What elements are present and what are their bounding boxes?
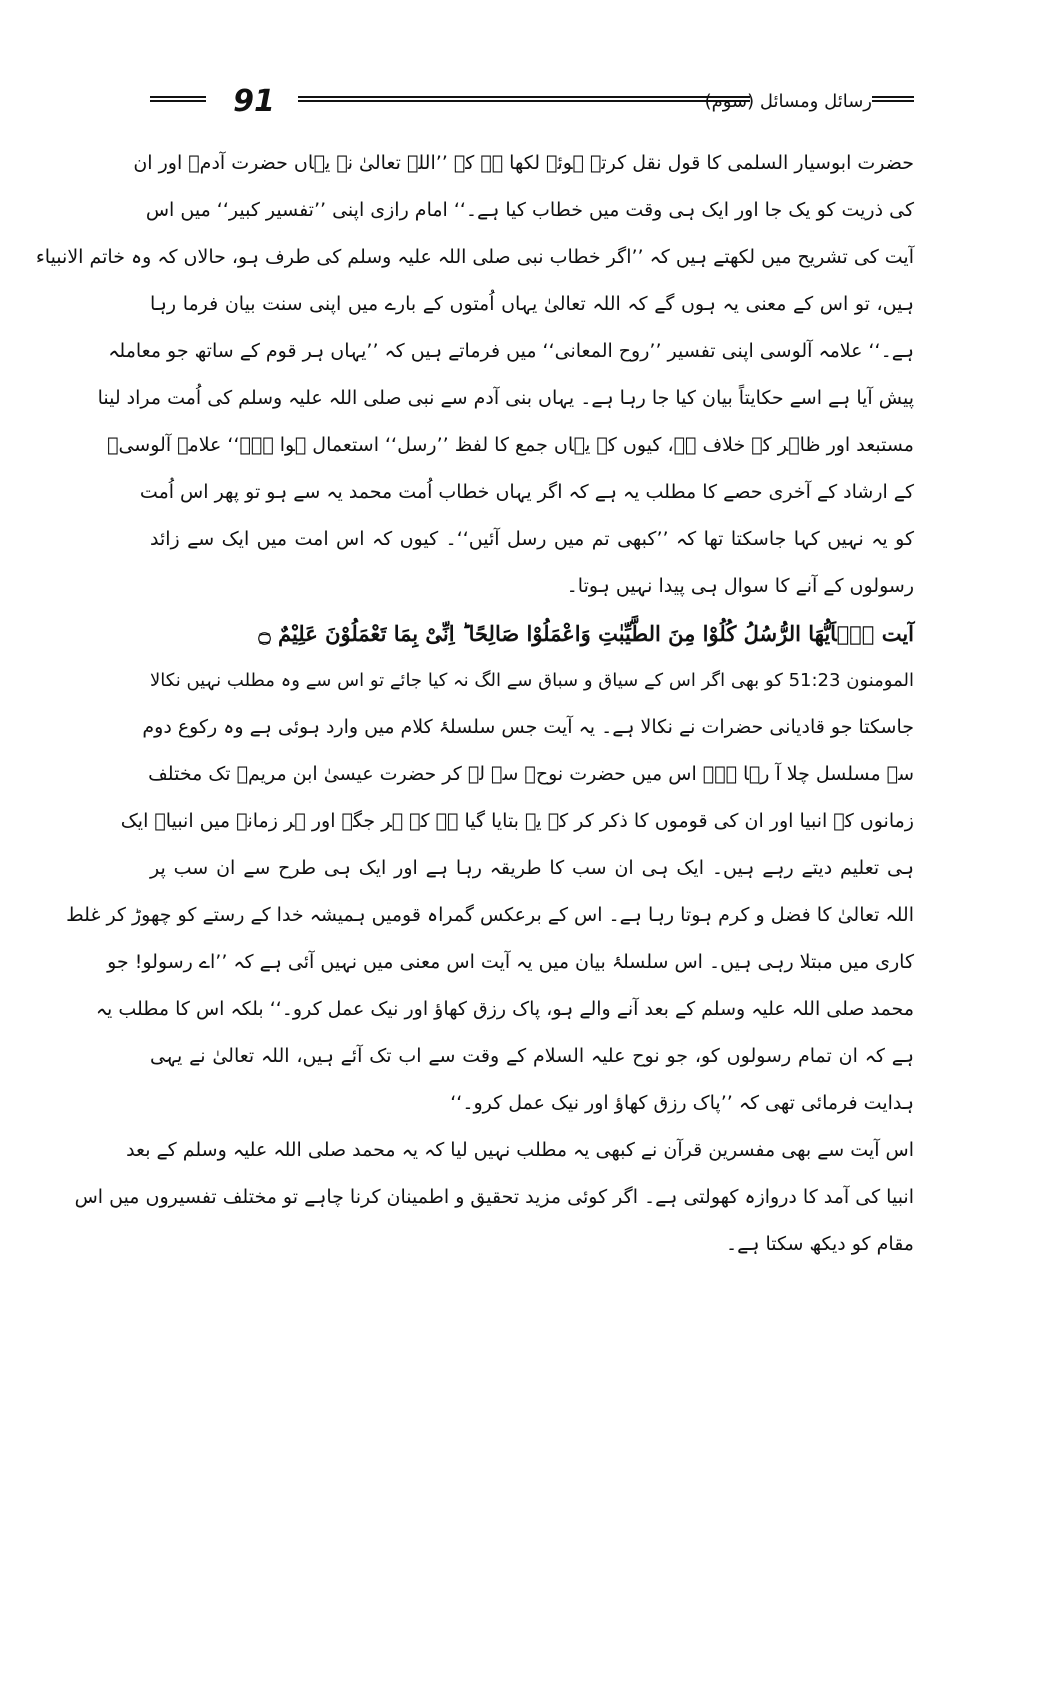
text-line: محمد صلی اللہ علیہ وسلم کے بعد آنے والے ہو، پاک رزق کھاؤ اور نیک عمل کرو۔‘‘ بلکہ اس کا مطلب یہ [95, 998, 914, 1020]
header-rule-left [150, 96, 206, 102]
header-rule-middle [298, 96, 750, 102]
text-line: اللہ تعالیٰ کا فضل و کرم ہوتا رہا ہے۔ اس کے برعکس گمراہ قومیں ہمیشہ خدا کے رستے کو چھوڑ کر غلط [66, 904, 914, 926]
text-line: آیت کی تشریح میں لکھتے ہیں کہ ’’اگر خطاب نبی صلی اللہ علیہ وسلم کی طرف ہو، حالاں کہ وہ خاتم الانبیاء [35, 246, 914, 268]
text-line: مستبعد اور ظاہر کے خلاف ہے، کیوں کہ یہاں جمع کا لفظ ’’رسل‘‘ استعمال ہوا ہے۔‘‘ علامہ آلوسیؒ [107, 434, 914, 456]
text-line: ہی تعلیم دیتے رہے ہیں۔ ایک ہی ان سب کا طریقہ رہا ہے اور ایک ہی طرح سے ان سب پر [150, 857, 914, 879]
quran-verse-line: آیت یٰۤاَیُّهَا الرُّسُلُ كُلُوْا مِنَ الطَّیِّبٰتِ وَاعْمَلُوْا صَالِحًا ؕ اِنِّیْ بِمَا تَعْمَلُوْنَ عَلِیْمٌ ۝ [258, 621, 914, 646]
text-line: انبیا کی آمد کا دروازہ کھولتی ہے۔ اگر کوئی مزید تحقیق و اطمینان کرنا چاہے تو مختلف تفسیروں میں اس [74, 1186, 914, 1208]
text-line: کی ذریت کو یک جا اور ایک ہی وقت میں خطاب کیا ہے۔‘‘ امام رازی اپنی ’’تفسیر کبیر‘‘ میں اس [145, 199, 914, 221]
running-title: رسائل ومسائل (سوم) [704, 91, 872, 112]
page-number: 91 [233, 84, 275, 119]
text-line: زمانوں کے انبیا اور ان کی قوموں کا ذکر کر کے یہ بتایا گیا ہے کہ ہر جگہ اور ہر زمانے میں انبیاؑ ایک [120, 810, 914, 832]
text-line: کاری میں مبتلا رہی ہیں۔ اس سلسلۂ بیان میں یہ آیت اس معنی میں نہیں آئی ہے کہ ’’اے رسولو! جو [107, 951, 914, 973]
text-line: اس آیت سے بھی مفسرین قرآن نے کبھی یہ مطلب نہیں لیا کہ یہ محمد صلی اللہ علیہ وسلم کے بعد [126, 1139, 914, 1161]
header-rule-right [872, 96, 914, 102]
text-line: مقام کو دیکھ سکتا ہے۔ [726, 1233, 914, 1255]
text-line: ہدایت فرمائی تھی کہ ’’پاک رزق کھاؤ اور نیک عمل کرو۔‘‘ [450, 1092, 914, 1114]
body-text [35, 140, 914, 1268]
page-header [150, 82, 914, 122]
verse-reference-line: المومنون 51:23 کو بھی اگر اس کے سیاق و سباق سے الگ نہ کیا جائے تو اس سے وہ مطلب نہیں نکالا [150, 670, 914, 691]
text-line: حضرت ابوسیار السلمی کا قول نقل کرتے ہوئے لکھا ہے کہ ’’اللہ تعالیٰ نے یہاں حضرت آدمؑ اور ان [133, 152, 914, 174]
text-line: پیش آیا ہے اسے حکایتاً بیان کیا جا رہا ہے۔ یہاں بنی آدم سے نبی صلی اللہ علیہ وسلم کی اُمت مراد لینا [97, 387, 914, 409]
text-line: جاسکتا جو قادیانی حضرات نے نکالا ہے۔ یہ آیت جس سلسلۂ کلام میں وارد ہوئی ہے وہ رکوع دوم [142, 716, 914, 738]
text-line: رسولوں کے آنے کا سوال ہی پیدا نہیں ہوتا۔ [566, 575, 914, 597]
text-line: کے ارشاد کے آخری حصے کا مطلب یہ ہے کہ اگر یہاں خطاب اُمت محمد یہ سے ہو تو پھر اس اُمت [139, 481, 914, 503]
text-line: ہے۔‘‘ علامہ آلوسی اپنی تفسیر ’’روح المعانی‘‘ میں فرماتے ہیں کہ ’’یہاں ہر قوم کے ساتھ جو معاملہ [108, 340, 914, 362]
text-line: ہیں، تو اس کے معنی یہ ہوں گے کہ اللہ تعالیٰ یہاں اُمتوں کے بارے میں اپنی سنت بیان فرما رہا [150, 293, 914, 315]
text-line: سے مسلسل چلا آ رہا ہے۔ اس میں حضرت نوحؑ سے لے کر حضرت عیسیٰ ابن مریمؑ تک مختلف [148, 763, 914, 785]
text-line: کو یہ نہیں کہا جاسکتا تھا کہ ’’کبھی تم میں رسل آئیں‘‘۔ کیوں کہ اس امت میں ایک سے زائد [150, 528, 914, 550]
text-line: ہے کہ ان تمام رسولوں کو، جو نوح علیہ السلام کے وقت سے اب تک آئے ہیں، اللہ تعالیٰ نے یہی [150, 1045, 914, 1067]
